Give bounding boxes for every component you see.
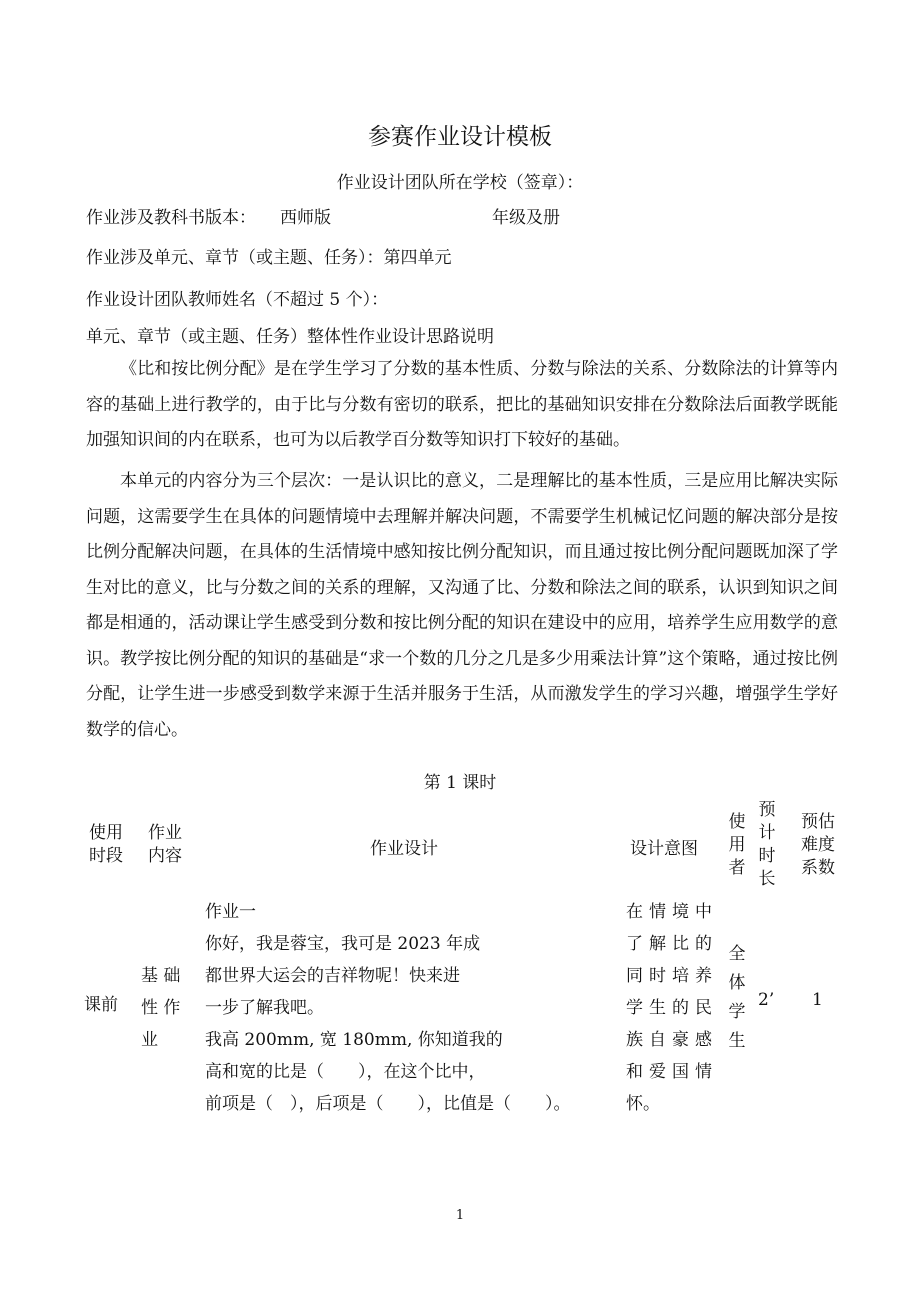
row-difficulty: 1: [812, 990, 823, 1010]
header-difficulty-line: 预估: [801, 812, 835, 832]
paragraph-intro: 《比和按比例分配》是在学生学习了分数的基本性质、分数与除法的关系、分数除法的计算等内容的基础上进行教学的，由于比与分数有密切的联系，把比的基础知识安排在分数除法后面教学既能加强知识间的内在联系，也可为以后教学百分数等知识打下较好的基础。: [86, 359, 838, 450]
paragraph-structure: 本单元的内容分为三个层次：一是认识比的意义，二是理解比的基本性质，三是应用比解决实际问题，这需要学生在具体的问题情境中去理解并解决问题，不需要学生机械记忆问题的解决部分是按比例分配解决问题，在具体的生活情境中感知按比例分配知识，而且通过按比例分配问题既加深了学生对比的意义，比与分数之间的关系的理解，又沟通了比、分数和除法之间的联系，认识到知识之间都是相通的，活动课让学生感受到分数和按比例分配的知识在建设中的应用，培养学生应用数学的意识。教学按比例分配的知识的基础是“求一个数的几分之几是多少用乘法计算”这个策略，通过按比例分配，让学生进一步感受到数学来源于生活并服务于生活，从而激发学生的学习兴趣，增强学生学好数学的信心。: [86, 471, 838, 740]
row-content: [141, 960, 187, 1056]
design-line: 一步了解我吧。: [205, 998, 324, 1018]
header-duration-char: 时: [758, 846, 776, 866]
row-design: [205, 896, 615, 1120]
unit-line: 作业涉及单元、章节（或主题、任务）：第四单元: [86, 248, 452, 268]
intent-line: 学生的民: [626, 998, 712, 1018]
header-time: [84, 822, 128, 868]
header-difficulty-line: 难度: [801, 835, 835, 855]
design-line: 都世界大运会的吉祥物呢！快来进: [205, 966, 460, 986]
design-line: 你好，我是蓉宝，我可是 2023 年成: [205, 934, 481, 954]
design-line: 前项是（ ），后项是（ ），比值是（ ）。: [205, 1094, 571, 1114]
header-duration-char: 计: [758, 823, 776, 843]
textbook-label: 作业涉及教科书版本：: [86, 208, 256, 228]
teacher-line: 作业设计团队教师姓名（不超过 5 个）：: [86, 290, 389, 310]
row-content-line: 基 础: [141, 966, 181, 986]
school-line: 作业设计团队所在学校（签章）：: [336, 173, 584, 193]
header-content: [143, 822, 187, 868]
user-char: 体: [728, 973, 746, 993]
row-intent: [626, 896, 712, 1120]
grade-label: 年级及册: [492, 208, 560, 228]
header-content-line: 内容: [148, 846, 182, 866]
intent-line: 族自豪感: [626, 1030, 712, 1050]
header-design: 作业设计: [370, 839, 438, 859]
textbook-value: 西师版: [280, 208, 331, 228]
row-time: 课前: [84, 995, 118, 1015]
intent-line: 同时培养: [626, 966, 712, 986]
intent-line: 在情境中: [626, 902, 712, 922]
header-difficulty-line: 系数: [801, 858, 835, 878]
row-duration: 2’: [758, 990, 775, 1010]
header-duration-char: 长: [758, 869, 776, 889]
user-char: 全: [728, 944, 746, 964]
design-line: 高和宽的比是（ ），在这个比中，: [205, 1062, 486, 1082]
header-intent: 设计意图: [630, 839, 698, 859]
user-char: 生: [728, 1031, 746, 1051]
lesson-title: 第 1 课时: [423, 773, 497, 793]
page-title: 参赛作业设计模板: [368, 124, 552, 150]
page-number: 1: [455, 1208, 465, 1223]
row-content-line: 性 作: [141, 998, 181, 1018]
header-user-char: 者: [728, 858, 746, 878]
header-time-line: 时段: [89, 846, 123, 866]
overview-heading: 单元、章节（或主题、任务）整体性作业设计思路说明: [86, 327, 494, 347]
row-user: [724, 940, 750, 1056]
intent-line: 怀。: [626, 1094, 660, 1114]
header-content-line: 作业: [148, 823, 182, 843]
header-time-line: 使用: [89, 823, 123, 843]
header-duration-char: 预: [758, 800, 776, 820]
header-user-char: 使: [728, 812, 746, 832]
design-line: 作业一: [205, 902, 256, 922]
design-line: 我高 200mm, 宽 180mm, 你知道我的: [205, 1030, 503, 1050]
header-user-char: 用: [728, 835, 746, 855]
header-user: [724, 811, 750, 880]
intent-line: 和爱国情: [626, 1062, 712, 1082]
user-char: 学: [728, 1002, 746, 1022]
header-duration: [754, 799, 780, 891]
row-content-line: 业: [141, 1030, 158, 1050]
header-difficulty: [796, 811, 840, 880]
intent-line: 了解比的: [626, 934, 712, 954]
